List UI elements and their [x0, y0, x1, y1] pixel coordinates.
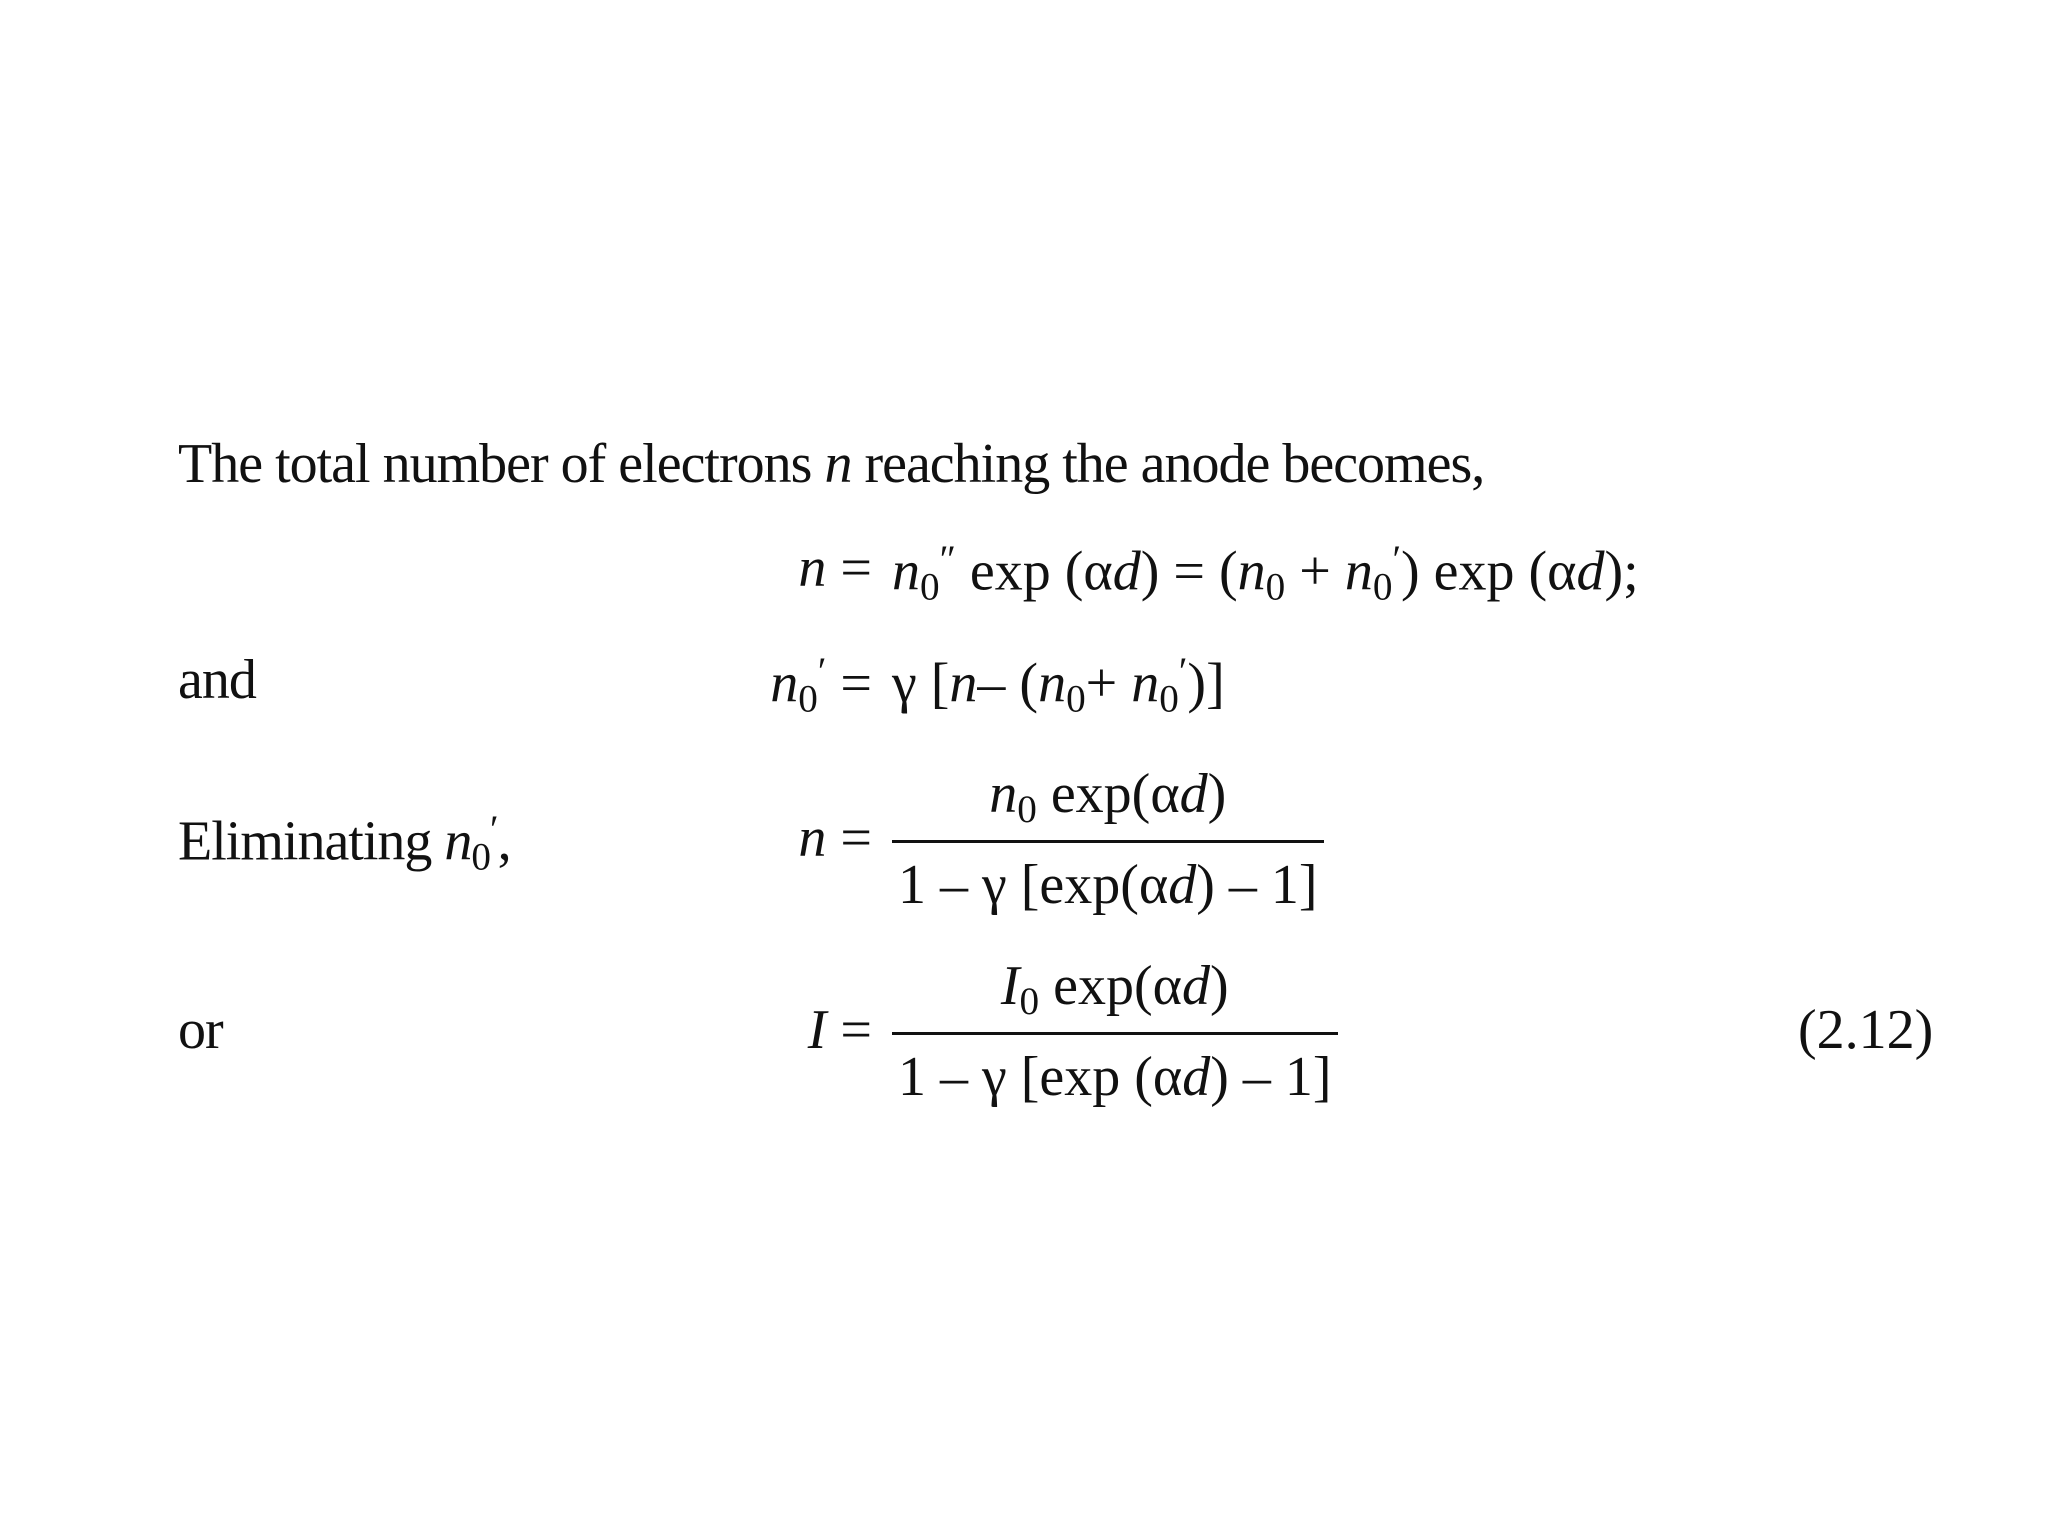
eq1-lhs: n = [798, 537, 872, 599]
eq3-numerator: $n_0$ exp(αd) [989, 763, 1227, 831]
intro-var-n: n [824, 433, 852, 495]
eq3-label: Eliminating $n_0'$, [178, 808, 511, 879]
eq4-fraction-bar [892, 1032, 1338, 1035]
eq2-rhs: γ [n– $(n_0+ n_0')$] [892, 650, 1225, 721]
eq2-label: and [178, 649, 256, 711]
eq4-denominator: 1 – γ [exp (αd) – 1] [898, 1045, 1332, 1108]
intro-text-1: The total number of electrons [178, 433, 825, 495]
eq1-rhs: $n_0''$ $\exp (\alpha d) = (n_0 + n_0')$ exp (αd); [892, 538, 1639, 609]
intro-sentence [178, 433, 1485, 495]
intro-text-2: reaching the anode becomes, [851, 433, 1485, 495]
eq3-lhs: n = [798, 807, 872, 869]
eq4-lhs: I = [807, 999, 872, 1061]
eq2-lhs: $n_0'$ = [770, 650, 872, 721]
eq3-fraction-bar [892, 840, 1324, 843]
eq4-fraction [892, 954, 1338, 1109]
equation-number: (2.12) [1798, 999, 1934, 1061]
eq3-fraction [892, 762, 1324, 917]
eq3-denominator: 1 – γ [exp(αd) – 1] [898, 853, 1318, 916]
eq4-label: or [178, 999, 223, 1061]
eq4-numerator: $I_0$ exp(αd) [1000, 955, 1229, 1023]
